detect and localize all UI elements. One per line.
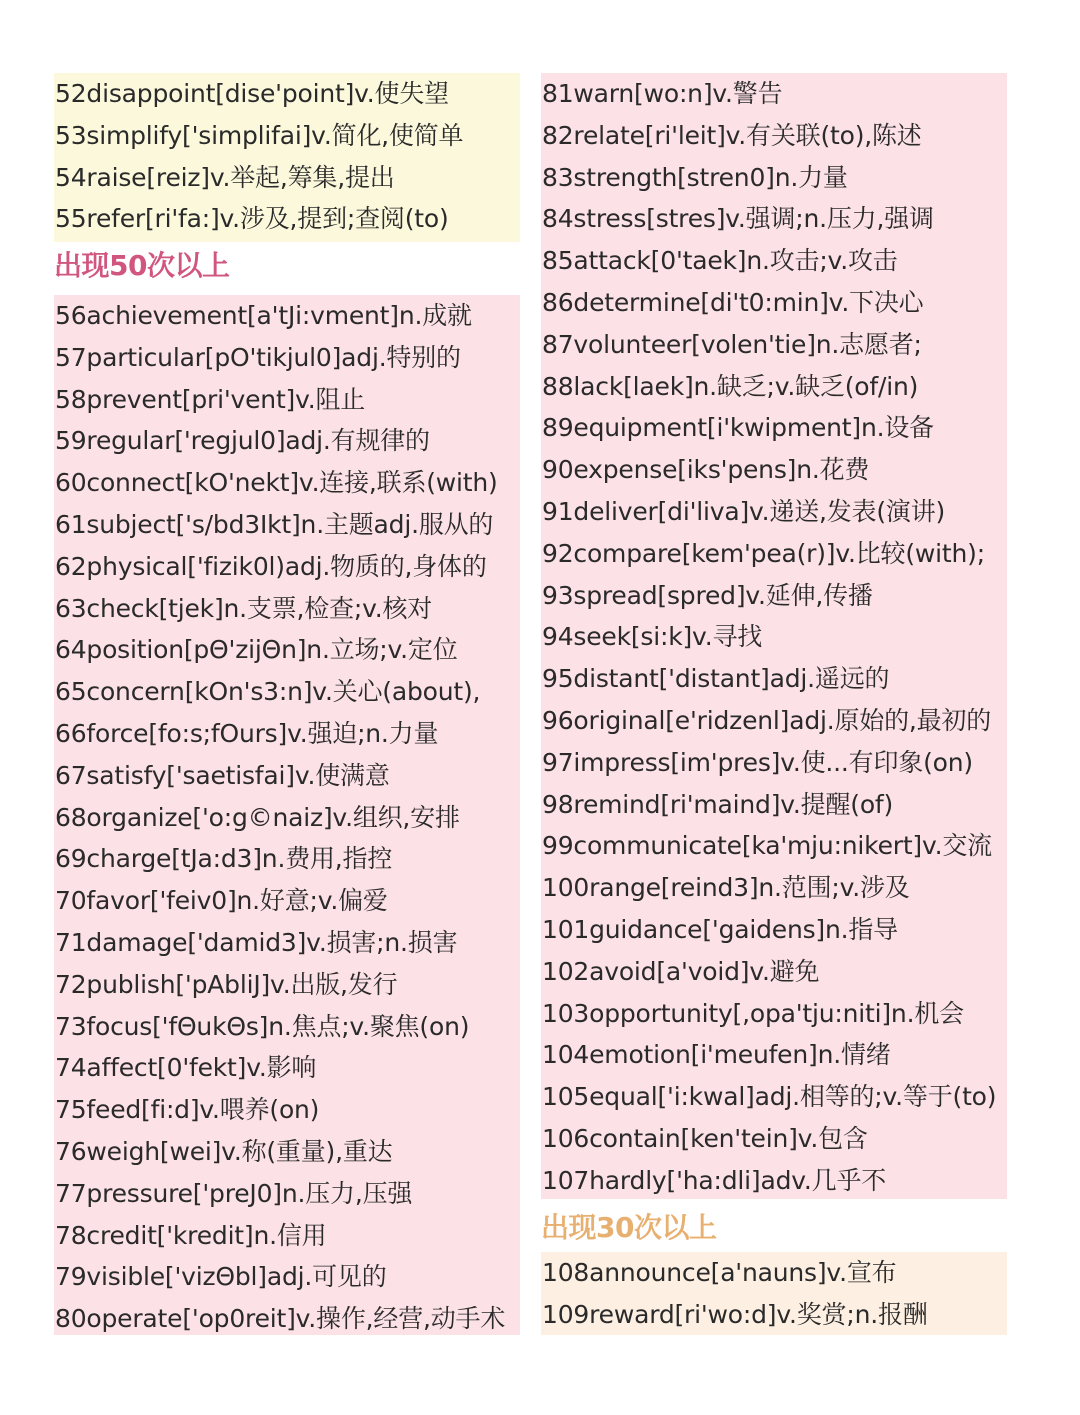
vocab-entry: 97impress[im'pres]v.使...有印象(on): [542, 747, 973, 777]
vocab-entry: 80operate['op0reit]v.操作,经营,动手术: [55, 1304, 506, 1334]
vocab-entry: 70favor['feiv0]n.好意;v.偏爱: [55, 886, 388, 916]
vocab-entry: 57particular[pO'tikjul0]adj.特别的: [55, 342, 461, 372]
vocab-entry: 61subject['s/bd3Ikt]n.主题adj.服从的: [55, 509, 494, 539]
vocab-entry: 60connect[kO'nekt]v.连接,联系(with): [55, 468, 498, 498]
vocab-entry: 77pressure['preJ0]n.压力,压强: [55, 1178, 413, 1208]
vocab-entry: 67satisfy['saetisfai]v.使满意: [55, 760, 390, 790]
vocab-entry: 83strength[stren0]n.力量: [542, 162, 848, 192]
vocab-entry: 99communicate[ka'mju:nikert]v.交流: [542, 831, 992, 861]
vocab-entry: 55refer[ri'fa:]v.涉及,提到;查阅(to): [55, 204, 449, 234]
vocab-entry: 96original[e'ridzenl]adj.原始的,最初的: [542, 705, 992, 735]
vocab-entry: 105equal['i:kwal]adj.相等的;v.等于(to): [542, 1082, 997, 1112]
vocab-entry: 59regular['regjul0]adj.有规律的: [55, 426, 430, 456]
vocab-entry: 82relate[ri'leit]v.有关联(to),陈述: [542, 120, 922, 150]
vocab-entry: 81warn[wo:n]v.警告: [542, 79, 783, 108]
vocab-entry: 84stress[stres]v.强调;n.压力,强调: [542, 204, 934, 234]
vocab-entry: 94seek[si:k]v.寻找: [542, 622, 763, 652]
vocab-entry: 91deliver[di'liva]v.递送,发表(演讲): [542, 496, 946, 526]
vocab-entry: 104emotion[i'meufen]n.情绪: [542, 1040, 891, 1070]
vocab-entry: 106contain[ken'tein]v.包含: [542, 1123, 868, 1153]
vocab-entry: 86determine[di't0:min]v.下决心: [542, 287, 924, 317]
vocab-entry: 64position[pΘ'zijΘn]n.立场;v.定位: [55, 635, 458, 665]
vocab-entry: 62physical['fizik0l)adj.物质的,身体的: [55, 551, 487, 581]
vocab-entry: 78credit['kredit]n.信用: [55, 1220, 327, 1250]
vocab-entry: 88lack[laek]n.缺乏;v.缺乏(of/in): [542, 371, 919, 401]
vocab-entry: 102avoid[a'void]v.避免: [542, 956, 820, 986]
vocab-entry: 101guidance['gaidens]n.指导: [542, 914, 898, 944]
word-list-right-bottom: [541, 1252, 1007, 1335]
vocab-entry: 66force[fo:s;fOurs]v.强迫;n.力量: [55, 718, 439, 748]
vocab-entry: 71damage['damid3]v.损害;n.损害: [55, 927, 458, 957]
vocab-entry: 93spread[spred]v.延伸,传播: [542, 580, 873, 610]
vocab-entry: 92compare[kem'pea(r)]v.比较(with);: [542, 538, 985, 568]
vocab-entry: 56achievement[a'tJi:vment]n.成就: [55, 301, 472, 330]
vocab-entry: 73focus['fΘukΘs]n.焦点;v.聚焦(on): [55, 1011, 470, 1041]
vocab-entry: 53simplify['simplifai]v.简化,使简单: [55, 120, 464, 150]
vocab-entry: 69charge[tJa:d3]n.费用,指控: [55, 844, 393, 874]
vocab-entry: 98remind[ri'maind]v.提醒(of): [542, 789, 894, 819]
vocab-entry: 63check[tjek]n.支票,检查;v.核对: [55, 593, 433, 623]
vocab-entry: 85attack[0'taek]n.攻击;v.攻击: [542, 246, 898, 276]
word-list-left-main: [54, 295, 520, 1335]
vocab-entry: 72publish['pAbliJ]v.出版,发行: [55, 969, 398, 999]
section-heading-50-times: 出现50次以上: [54, 249, 230, 282]
vocab-entry: 76weigh[wei]v.称(重量),重达: [55, 1136, 393, 1166]
vocab-entry: 79visible['vizΘbl]adj.可见的: [55, 1262, 387, 1292]
vocab-entry: 89equipment[i'kwipment]n.设备: [542, 413, 934, 443]
vocab-entry: 107hardly['ha:dli]adv.几乎不: [542, 1165, 887, 1195]
vocab-entry: 100range[reind3]n.范围;v.涉及: [542, 873, 910, 903]
vocab-entry: 108announce[a'nauns]v.宣布: [542, 1258, 897, 1287]
vocab-entry: 87volunteer[volen'tie]n.志愿者;: [542, 329, 922, 359]
vocab-entry: 52disappoint[dise'point]v.使失望: [55, 79, 449, 108]
vocab-entry: 103opportunity[,opa'tju:niti]n.机会: [542, 998, 964, 1028]
word-list-right-main: [541, 73, 1007, 1199]
vocab-entry: 95distant['distant]adj.遥远的: [542, 664, 890, 694]
section-heading-30-times: 出现30次以上: [541, 1211, 717, 1244]
vocab-entry: 74affect[0'fekt]v.影响: [55, 1053, 317, 1083]
word-list-left-top: [54, 73, 520, 242]
vocab-entry: 109reward[ri'wo:d]v.奖赏;n.报酬: [542, 1299, 928, 1329]
vocab-entry: 54raise[reiz]v.举起,筹集,提出: [55, 162, 395, 192]
vocab-entry: 90expense[iks'pens]n.花费: [542, 455, 870, 485]
vocab-entry: 68organize['o:g©naiz]v.组织,安排: [55, 802, 460, 832]
vocab-entry: 65concern[kOn's3:n]v.关心(about),: [55, 677, 481, 707]
vocab-entry: 58prevent[pri'vent]v.阻止: [55, 384, 366, 414]
vocab-entry: 75feed[fi:d]v.喂养(on): [55, 1095, 320, 1125]
